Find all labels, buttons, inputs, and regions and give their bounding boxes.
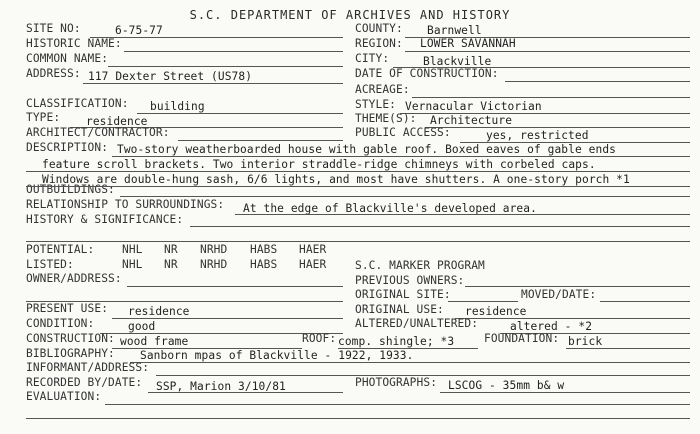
recorded-by-line — [148, 392, 343, 393]
evaluation-line — [105, 404, 690, 405]
description-rule-3 — [26, 186, 690, 187]
public-access-value: yes, restricted — [486, 129, 589, 142]
listed-nhl: NHL — [122, 258, 143, 271]
listed-label: LISTED: — [26, 258, 74, 271]
present-use-line — [112, 318, 343, 319]
history-rule-2 — [26, 241, 690, 242]
present-use-value: residence — [128, 305, 190, 318]
evaluation-line-2 — [26, 418, 690, 419]
bibliography-label: BIBLIOGRAPHY: — [26, 347, 115, 360]
acreage-line — [412, 97, 690, 98]
classification-label: CLASSIFICATION: — [26, 97, 129, 110]
style-label: STYLE: — [355, 98, 397, 111]
region-label: REGION: — [355, 37, 403, 50]
type-value: residence — [86, 115, 148, 128]
site-no-line — [90, 37, 343, 38]
type-label: TYPE: — [26, 111, 61, 124]
description-rule-2 — [26, 171, 690, 172]
foundation-value: brick — [568, 335, 603, 348]
original-use-value: residence — [465, 305, 527, 318]
foundation-label: FOUNDATION: — [484, 332, 560, 345]
potential-haer: HAER — [299, 243, 327, 256]
altered-label: ALTERED/UNALTERED: — [355, 317, 479, 330]
relationship-label: RELATIONSHIP TO SURROUNDINGS: — [26, 198, 225, 211]
city-label: CITY: — [355, 52, 390, 65]
photographs-value: LSCOG - 35mm b& w — [448, 379, 565, 392]
themes-label: THEME(S): — [355, 112, 417, 125]
owner-label: OWNER/ADDRESS: — [26, 272, 122, 285]
region-value: LOWER SAVANNAH — [420, 37, 516, 50]
potential-habs: HABS — [250, 243, 278, 256]
classification-value: building — [150, 100, 205, 113]
historic-name-label: HISTORIC NAME: — [26, 37, 122, 50]
style-value: Vernacular Victorian — [405, 100, 542, 113]
county-label: COUNTY: — [355, 22, 403, 35]
classification-line — [137, 113, 343, 114]
potential-nrhd: NRHD — [200, 243, 228, 256]
condition-value: good — [128, 320, 156, 333]
description-rule-1 — [112, 156, 690, 157]
relationship-value: At the edge of Blackville's developed area. — [243, 202, 537, 215]
city-value: Blackville — [423, 55, 492, 68]
potential-nr: NR — [164, 243, 178, 256]
themes-line — [425, 127, 690, 128]
photographs-line — [440, 392, 690, 393]
recorded-by-value: SSP, Marion 3/10/81 — [156, 380, 286, 393]
date-construction-label: DATE OF CONSTRUCTION: — [355, 67, 499, 80]
outbuildings-line — [120, 196, 690, 197]
architect-label: ARCHITECT/CONTRACTOR: — [26, 126, 170, 139]
listed-nr: NR — [164, 258, 178, 271]
potential-nhl: NHL — [122, 243, 143, 256]
altered-value: altered - *2 — [510, 320, 593, 333]
region-line — [405, 51, 690, 52]
architect-line — [178, 140, 343, 141]
bibliography-value: Sanborn mpas of Blackville - 1922, 1933. — [140, 349, 414, 362]
address-line — [83, 83, 343, 84]
evaluation-label: EVALUATION: — [26, 390, 102, 403]
site-no-value: 6-75-77 — [115, 24, 163, 37]
moved-date-line — [600, 301, 690, 302]
previous-owners-label: PREVIOUS OWNERS: — [355, 274, 465, 287]
moved-date-label: MOVED/DATE: — [521, 288, 597, 301]
date-construction-line — [505, 81, 690, 82]
relationship-line — [235, 214, 690, 215]
original-use-label: ORIGINAL USE: — [355, 303, 444, 316]
listed-nrhd: NRHD — [200, 258, 228, 271]
construction-label: CONSTRUCTION: — [26, 332, 115, 345]
potential-label: POTENTIAL: — [26, 243, 95, 256]
roof-label: ROOF: — [302, 332, 337, 345]
county-value: Barnwell — [427, 24, 482, 37]
acreage-label: ACREAGE: — [355, 83, 410, 96]
common-name-line — [108, 66, 343, 67]
description-line-3: Windows are double-hung sash, 6/6 lights, and most have shutters. A one-story porch *1 — [42, 173, 630, 186]
previous-owners-line — [465, 286, 690, 287]
description-line-2: feature scroll brackets. Two interior straddle-ridge chimneys with corbeled caps. — [42, 158, 596, 171]
foundation-line — [566, 348, 690, 349]
common-name-label: COMMON NAME: — [26, 52, 109, 65]
condition-label: CONDITION: — [26, 317, 95, 330]
construction-value: wood frame — [120, 335, 189, 348]
photographs-label: PHOTOGRAPHS: — [355, 376, 438, 389]
original-site-label: ORIGINAL SITE: — [355, 288, 451, 301]
address-label: ADDRESS: — [26, 67, 81, 80]
public-access-label: PUBLIC ACCESS: — [355, 126, 451, 139]
listed-habs: HABS — [250, 258, 278, 271]
recorded-by-label: RECORDED BY/DATE: — [26, 376, 143, 389]
themes-value: Architecture — [430, 114, 513, 127]
address-value: 117 Dexter Street (US78) — [88, 70, 253, 83]
description-line-1: Two-story weatherboarded house with gable roof. Boxed eaves of gable ends — [117, 143, 616, 156]
original-use-line — [455, 318, 690, 319]
historic-name-line — [124, 51, 343, 52]
description-label: DESCRIPTION: — [26, 141, 109, 154]
marker-label: S.C. MARKER PROGRAM — [355, 259, 485, 272]
informant-label: INFORMANT/ADDRESS: — [26, 361, 150, 374]
history-line — [190, 226, 690, 227]
outbuildings-label: OUTBUILDINGS: — [26, 183, 115, 196]
listed-haer: HAER — [299, 258, 327, 271]
history-label: HISTORY & SIGNIFICANCE: — [26, 213, 184, 226]
original-site-line — [448, 301, 518, 302]
present-use-label: PRESENT USE: — [26, 302, 109, 315]
owner-line — [127, 286, 343, 287]
bibliography-line — [130, 362, 690, 363]
roof-value: comp. shingle; *3 — [338, 335, 455, 348]
form-title: S.C. DEPARTMENT OF ARCHIVES AND HISTORY — [189, 8, 511, 22]
site-no-label: SITE NO: — [26, 22, 81, 35]
